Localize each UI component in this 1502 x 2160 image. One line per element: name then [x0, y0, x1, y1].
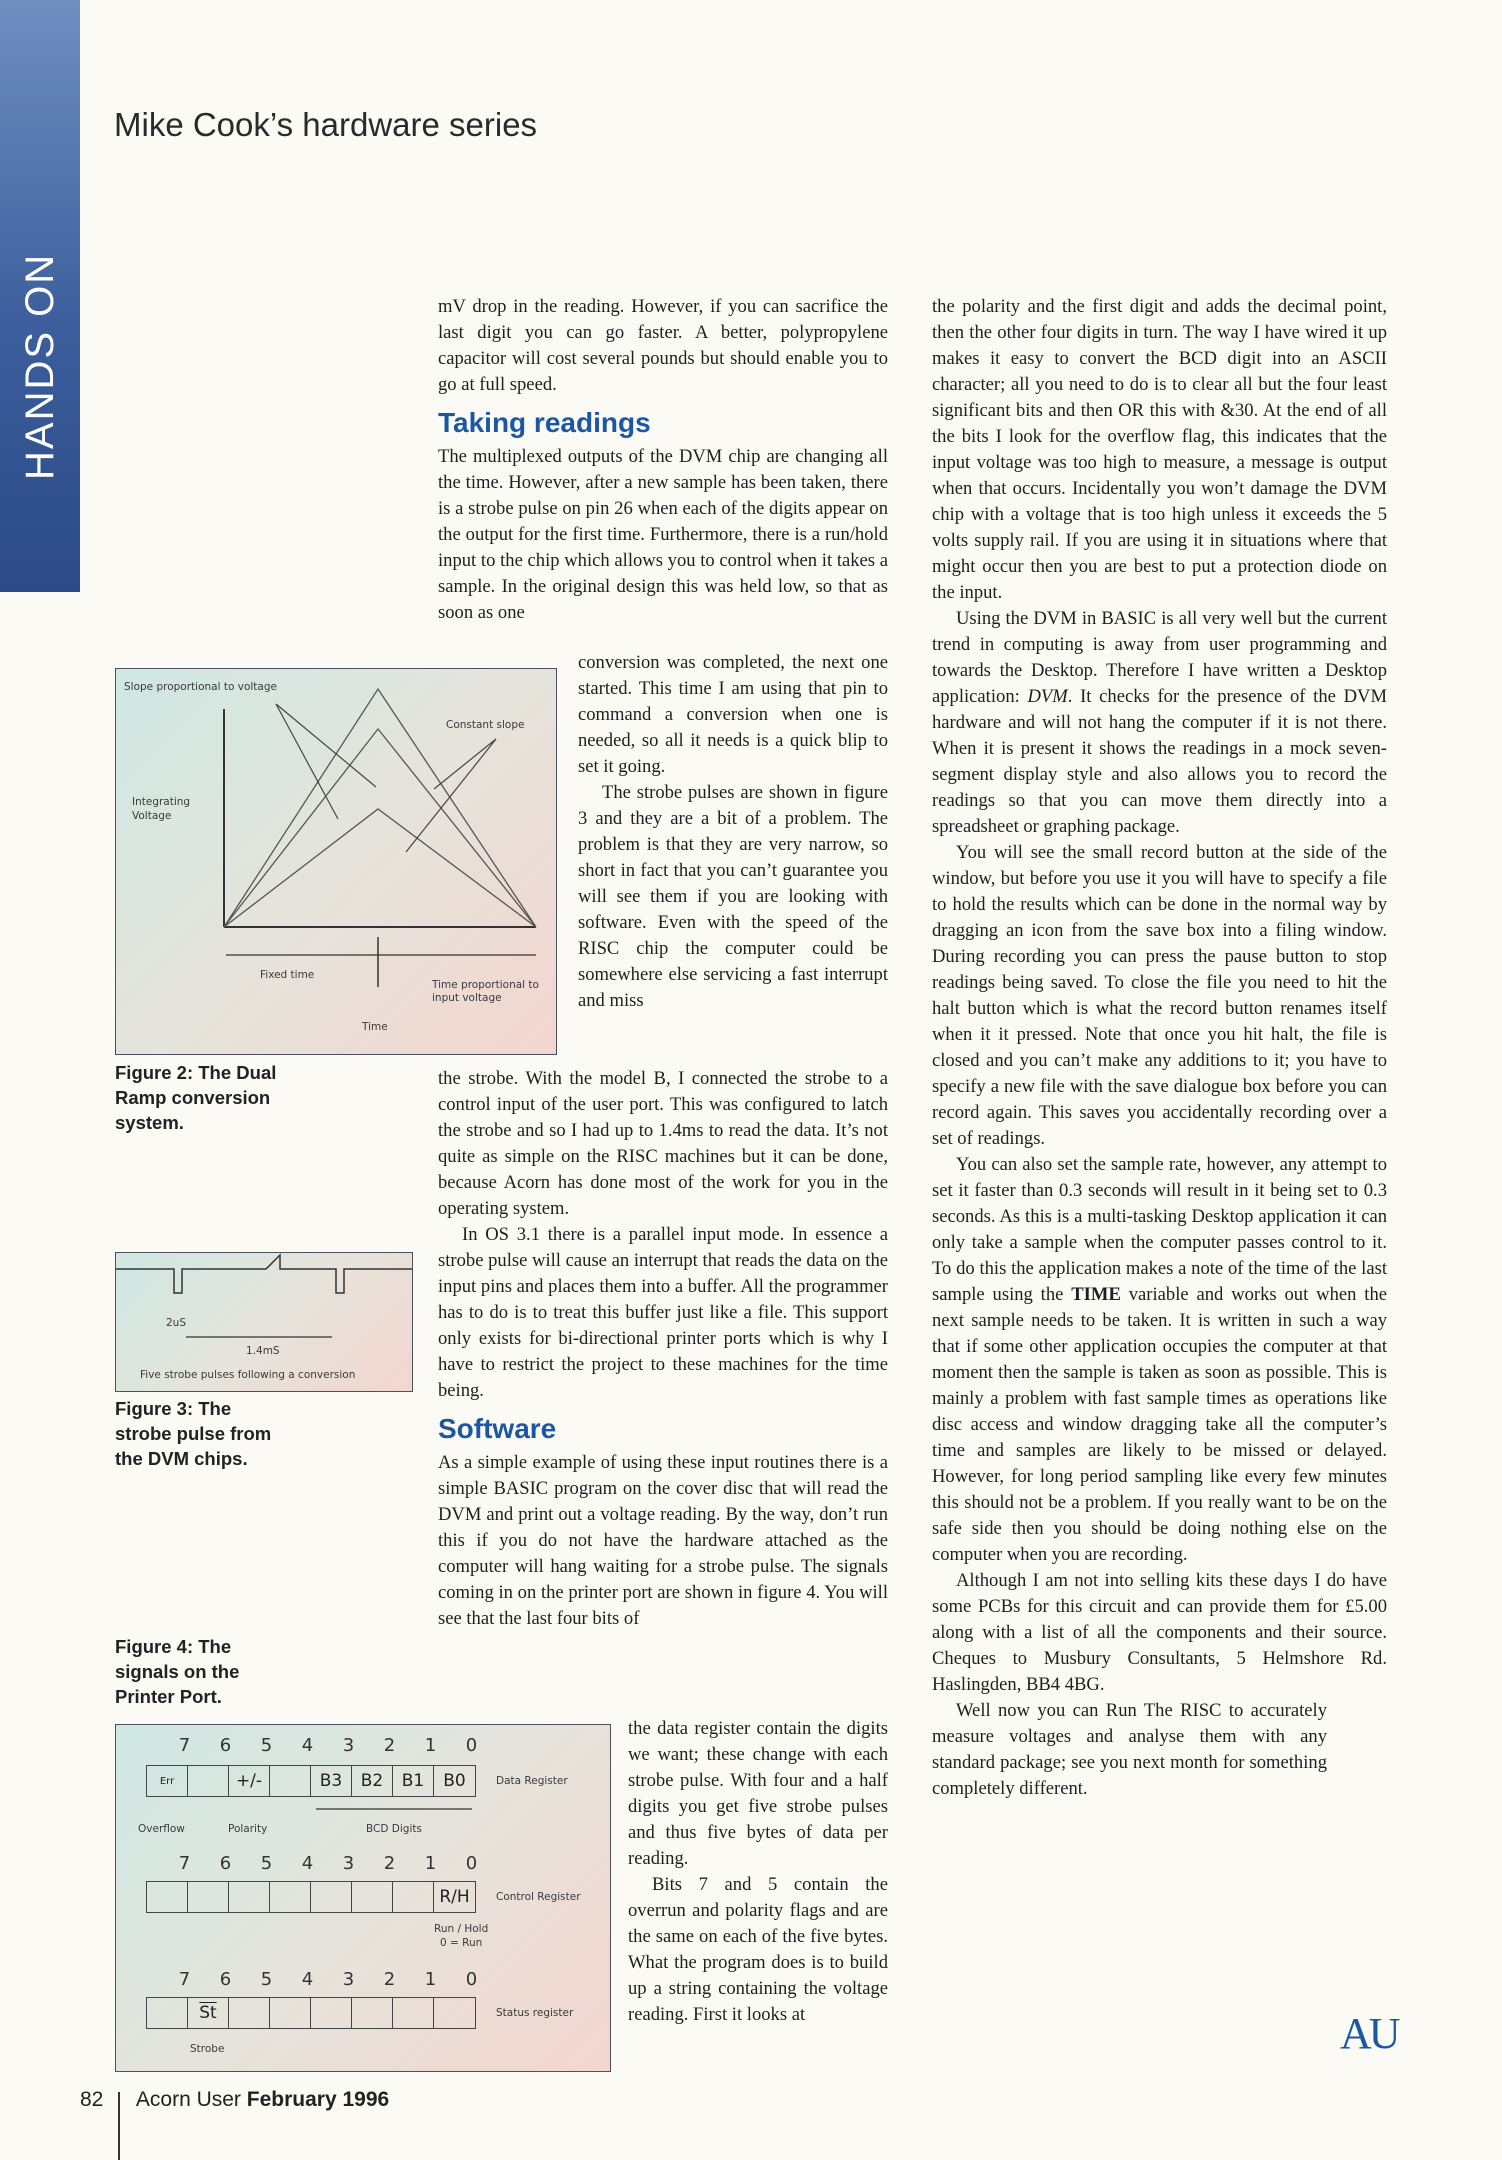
article-column-2	[932, 294, 1387, 1802]
page-footer	[80, 2088, 389, 2112]
bit-numbers-status	[164, 1969, 492, 1990]
label-integrating: Integrating Voltage	[132, 796, 191, 822]
reg-cell	[147, 1998, 188, 2028]
control-register-row	[146, 1881, 476, 1913]
text-span: Using the DVM in BASIC is all very well but the current trend in computing is away from user programming and towards the Desktop. Therefore I have written a Desktop application:	[932, 608, 1387, 707]
reg-cell	[352, 1882, 393, 1912]
issue-date: February 1996	[246, 2088, 390, 2111]
paragraph: Well now you can Run The RISC to accurately measure voltages and analyse them with any standard package; see you next month for something completely different.	[932, 1700, 1327, 1799]
page-number: 82	[80, 2088, 104, 2111]
reg-cell: Err	[147, 1766, 188, 1796]
reg-cell: $\overline{St}$	[188, 1998, 229, 2028]
text-span: variable and works out when the next sample needs to be taken. It is written in such a way that if some other application occupies the computer at that moment then the sample is taken as soon as possible. This is mainly a problem with fast sample times as operations like disc access and window dragging take all the computer’s time and samples are likely to be missed or delayed. However, for long period sampling like every few minutes this should not be a problem. If you really want to be on the safe side then you should be doing nothing else on the computer when you are recording.	[932, 1284, 1387, 1565]
label-constant-slope: Constant slope	[446, 719, 525, 731]
bit-number: 2	[383, 1735, 396, 1756]
text-span: . It checks for the presence of the DVM hardware and will not hang the computer if it is not there. When it is present it shows the readings in a mock seven-segment display style and also allows you to record the readings so that you can move them directly into a spreadsheet or graphing package.	[932, 686, 1387, 837]
reg-cell	[188, 1882, 229, 1912]
bit-number: 0	[465, 1853, 478, 1874]
bit-number: 6	[219, 1853, 232, 1874]
paragraph: the data register contain the digits we want; these change with each strobe pulse. With four and a half digits you get five strobe pulses and thus five bytes of data per reading.	[628, 1718, 888, 1869]
bit-number: 0	[465, 1735, 478, 1756]
au-end-logo: AU	[1340, 2009, 1398, 2058]
label-time-proportional: Time proportional to input voltage	[432, 979, 539, 1004]
strobe-waveform	[116, 1255, 412, 1293]
bit-number: 2	[383, 1969, 396, 1990]
ramp-2	[224, 729, 536, 927]
paragraph: The multiplexed outputs of the DVM chip are changing all the time. However, after a new sample has been taken, there is a strobe pulse on pin 26 when each of the digits appear on the output for the first time. Furthermore, there is a run/hold input to the chip which allows you to control when it takes a sample. In the original design this was held low, so that as soon as one	[438, 446, 888, 623]
bit-number: 3	[342, 1969, 355, 1990]
reg-cell	[147, 1882, 188, 1912]
heading-taking-readings: Taking readings	[438, 407, 651, 438]
paragraph	[932, 606, 1387, 840]
label-overflow: Overflow	[138, 1823, 185, 1835]
figure-2-caption: Figure 2: The Dual Ramp conversion system.	[115, 1062, 277, 1133]
bit-number: 5	[260, 1853, 273, 1874]
figure-4-registers	[115, 1724, 611, 2072]
article-column-1-lower	[438, 1066, 888, 1632]
label-data-register: Data Register	[496, 1775, 568, 1787]
label-slope: Slope proportional to voltage	[124, 681, 277, 693]
label-control-register: Control Register	[496, 1891, 581, 1903]
paragraph: mV drop in the reading. However, if you can sacrifice the last digit you can go faster. A better, polypropylene capacitor will cost several pounds but should enable you to go at full speed.	[438, 296, 888, 395]
bit-number: 7	[178, 1969, 191, 1990]
pointer-arrow	[434, 739, 496, 789]
paragraph: the strobe. With the model B, I connected the strobe to a control input of the user port. This was configured to latch the strobe and so I had up to 1.4ms to read the data. It’s not quite as simple on the RISC machines but it can be done, because Acorn has done most of the work for you in the operating system.	[438, 1068, 888, 1219]
reg-cell: B3	[311, 1766, 352, 1796]
reg-cell	[311, 1882, 352, 1912]
reg-cell: B1	[393, 1766, 434, 1796]
paragraph	[932, 1152, 1387, 1568]
reg-cell	[229, 1998, 270, 2028]
bit-number: 4	[301, 1969, 314, 1990]
bit-number: 1	[424, 1969, 437, 1990]
label-bcd-digits: BCD Digits	[366, 1823, 422, 1835]
bit-number: 3	[342, 1853, 355, 1874]
label-time: Time	[362, 1021, 388, 1033]
reg-cell	[352, 1998, 393, 2028]
bit-number: 5	[260, 1735, 273, 1756]
paragraph: conversion was completed, the next one started. This time I am using that pin to command a conversion when one is needed, so all it needs is a quick blip to set it going.	[578, 652, 888, 777]
reg-cell: B2	[352, 1766, 393, 1796]
label-2us: 2uS	[166, 1317, 187, 1329]
label-fixed-time: Fixed time	[260, 969, 315, 981]
label-run-hold: Run / Hold	[434, 1923, 489, 1935]
figure-4-caption: Figure 4: The signals on the Printer Port.	[115, 1636, 240, 1707]
status-register-row	[146, 1997, 476, 2029]
heading-software: Software	[438, 1413, 557, 1444]
label-status-register: Status register	[496, 2007, 574, 2019]
reg-cell	[270, 1998, 311, 2028]
label-five-strobes: Five strobe pulses following a conversion	[140, 1369, 356, 1381]
series-title: Mike Cook’s hardware series	[114, 106, 538, 143]
reg-cell	[229, 1882, 270, 1912]
article-column-1-wrap	[578, 650, 888, 1014]
pointer-arrow	[276, 704, 338, 819]
paragraph: Bits 7 and 5 contain the overrun and polarity flags and are the same on each of the five bytes. What the program does is to build up a string containing the voltage reading. First it looks at	[628, 1874, 888, 2025]
reg-cell	[393, 1998, 434, 2028]
bit-number: 6	[219, 1969, 232, 1990]
bit-number: 2	[383, 1853, 396, 1874]
bit-number: 7	[178, 1853, 191, 1874]
figure-2-dual-ramp	[115, 668, 557, 1055]
figure-3-strobe	[115, 1252, 413, 1392]
label-run-zero: 0 = Run	[440, 1937, 483, 1949]
bit-number: 4	[301, 1735, 314, 1756]
bit-number: 4	[301, 1853, 314, 1874]
bit-number: 3	[342, 1735, 355, 1756]
label-polarity: Polarity	[228, 1823, 268, 1835]
bit-number: 6	[219, 1735, 232, 1756]
paragraph: You will see the small record button at the side of the window, but before you use it you will have to specify a file to hold the results which can be done in the normal way by dragging an icon from the save box into a filing window. During recording you can press the pause button to stop readings being saved. To close the file you need to hit the halt button which is what the record button renames itself when it it pressed. Note that once you hit halt, the file is closed and you can’t make any additions to it; you have to specify a new file with the save dialogue box before you can record again. This saves you accidentally recording over a set of readings.	[932, 842, 1387, 1149]
section-label: HANDS ON	[18, 252, 62, 480]
text-span: You can also set the sample rate, however, any attempt to set it faster than 0.3 seconds will result in it being set to 0.3 seconds. As this is a multi-tasking Desktop application it can only take a sample when the computer passes control to it. To do this the application makes a note of the time of the last sample using the	[932, 1154, 1387, 1305]
paragraph: In OS 3.1 there is a parallel input mode. In essence a strobe pulse will cause an interrupt that reads the data on the input pins and places them into a buffer. All the programmer has to do is to treat this buffer just like a file. This support only exists for bi-directional printer ports which is why I have to restrict the project to these machines for the time being.	[438, 1224, 888, 1401]
bit-numbers-control	[164, 1853, 492, 1874]
reg-cell	[393, 1882, 434, 1912]
article-column-1	[438, 294, 888, 626]
magazine-name: Acorn User	[135, 2088, 241, 2111]
bit-number: 7	[178, 1735, 191, 1756]
keyword: TIME	[1071, 1284, 1121, 1305]
article-column-1-wrap2	[628, 1716, 888, 2028]
bit-number: 0	[465, 1969, 478, 1990]
label-1-4ms: 1.4mS	[246, 1345, 280, 1357]
figure-3-caption: Figure 3: The strobe pulse from the DVM chips.	[115, 1398, 272, 1469]
bit-number: 1	[424, 1853, 437, 1874]
reg-cell: +/-	[229, 1766, 270, 1796]
reg-cell	[434, 1998, 475, 2028]
reg-cell: R/H	[439, 1887, 470, 1907]
label-strobe: Strobe	[190, 2043, 225, 2055]
reg-cell	[311, 1998, 352, 2028]
paragraph: Although I am not into selling kits these days I do have some PCBs for this circuit and can provide them for £5.00 along with a list of all the components and their source. Cheques to Musbury Consultants, 5 Helmshore Rd. Haslingden, BB4 4BG.	[932, 1570, 1387, 1695]
pointer-arrow	[406, 739, 496, 852]
section-sidebar	[0, 0, 80, 592]
paragraph: As a simple example of using these input routines there is a simple BASIC program on the cover disc that will read the DVM and print out a voltage reading. By the way, don’t run this if you do not have the hardware attached as the computer will hang waiting for a strobe pulse. The signals coming in on the printer port are shown in figure 4. You will see that the last four bits of	[438, 1452, 888, 1629]
reg-cell	[270, 1882, 311, 1912]
paragraph: The strobe pulses are shown in figure 3 and they are a bit of a problem. The problem is that they are very narrow, so short in fact that you can’t guarantee you will see them if you are looking with software. Even with the speed of the RISC chip the computer could be somewhere else servicing a fast interrupt and miss	[578, 782, 888, 1011]
bit-number: 5	[260, 1969, 273, 1990]
bit-number: 1	[424, 1735, 437, 1756]
reg-cell: B0	[443, 1771, 466, 1791]
app-name: DVM	[1027, 686, 1068, 707]
paragraph: the polarity and the first digit and adds the decimal point, then the other four digits in turn. The way I have wired it up makes it easy to convert the BCD digit into an ASCII character; all you need to do is to clear all but the four least significant bits and then OR this with &30. At the end of all the bits I look for the overflow flag, this indicates that the input voltage was too high to measure, a message is output when that occurs. Incidentally you won’t damage the DVM chip with a voltage that is too high unless it exceeds the 5 volts supply rail. If you are using it in situations where that might occur then you are best to put a protection diode on the input.	[932, 296, 1387, 603]
